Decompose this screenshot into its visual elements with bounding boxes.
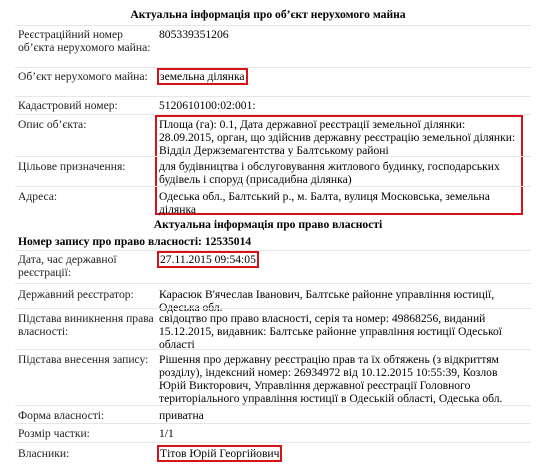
row-divider: [15, 186, 531, 187]
value-cadastral-number: 5120610100:02:001:: [159, 99, 256, 112]
highlight-registration-datetime: 27.11.2015 09:54:05: [160, 253, 256, 266]
label-cadastral-number: Кадастровий номер:: [18, 99, 118, 112]
value-ownership-form: приватна: [159, 409, 204, 422]
row-divider: [15, 250, 531, 251]
label-owners: Власники:: [18, 447, 70, 460]
label-registration-number: Реєстраційний номер об’єкта нерухомого майна:: [18, 28, 151, 54]
label-object-description: Опис об’єкта:: [18, 118, 87, 131]
label-property-object: Об’єкт нерухомого майна:: [18, 70, 148, 83]
row-divider: [15, 405, 531, 406]
value-state-registrar: Карасюк В'ячеслав Іванович, Балтське районне управління юстиції, Одеська обл.: [159, 288, 495, 314]
value-share-size: 1/1: [159, 427, 174, 440]
label-state-registrar: Державний реєстратор:: [18, 288, 134, 301]
value-ownership-basis: свідоцтво про право власності, серія та номер: 49868256, виданий 15.12.2015, видавник: Балтське районне управління юстиції Одеської області: [159, 312, 503, 351]
value-address: Одеська обл., Балтський р., м. Балта, вулиця Московська, земельна ділянка: [159, 190, 490, 216]
value-purpose: для будівництва і обслуговування житлового будинку, господарських будівель і споруд (присадибна ділянка): [159, 160, 500, 186]
row-divider: [15, 349, 531, 350]
highlight-property-object: земельна ділянка: [160, 70, 245, 83]
label-address: Адреса:: [18, 190, 58, 203]
value-owners: [159, 447, 519, 460]
value-object-description: Площа (га): 0.1, Дата державної реєстрації земельної ділянки: 28.09.2015, орган, що здійснив державну реєстрацію земельної ділянки: Відділ Держземагентства у Балтському районі: [159, 118, 516, 157]
row-divider: [15, 442, 531, 443]
label-ownership-basis: Підстава виникнення права власності:: [18, 312, 154, 338]
row-divider: [15, 423, 531, 424]
row-divider: [15, 156, 531, 157]
value-registration-datetime: [159, 253, 519, 266]
label-share-size: Розмір частки:: [18, 427, 90, 440]
row-divider: [15, 67, 531, 68]
label-purpose: Цільове призначення:: [18, 160, 126, 173]
row-divider: [15, 96, 531, 97]
value-registration-number: 805339351206: [159, 28, 229, 41]
row-divider: [15, 25, 531, 26]
section-title-ownership: Актуальна інформація про право власності: [153, 218, 383, 231]
label-registration-datetime: Дата, час державної реєстрації:: [18, 253, 117, 279]
label-ownership-form: Форма власності:: [18, 409, 105, 422]
value-record-basis: Рішення про державну реєстрацію прав та їх обтяжень (з відкриттям розділу), індексний номер: 26934972 від 10.12.2015 10:55:39, Козлов Юрій Викторович, Управління державної реєстрації Головного територіального управління юстиції в Одеській області, Одеська обл.: [159, 353, 503, 405]
label-record-basis: Підстава внесення запису:: [18, 353, 149, 366]
row-divider: [15, 308, 531, 309]
highlight-owner-name: Тітов Юрій Георгійович: [160, 447, 280, 460]
ownership-record-number: Номер запису про право власності: 12535014: [18, 235, 252, 248]
section-title-property: Актуальна інформація про об’єкт нерухомого майна: [130, 8, 406, 21]
row-divider: [15, 283, 531, 284]
value-property-object: [159, 70, 519, 83]
